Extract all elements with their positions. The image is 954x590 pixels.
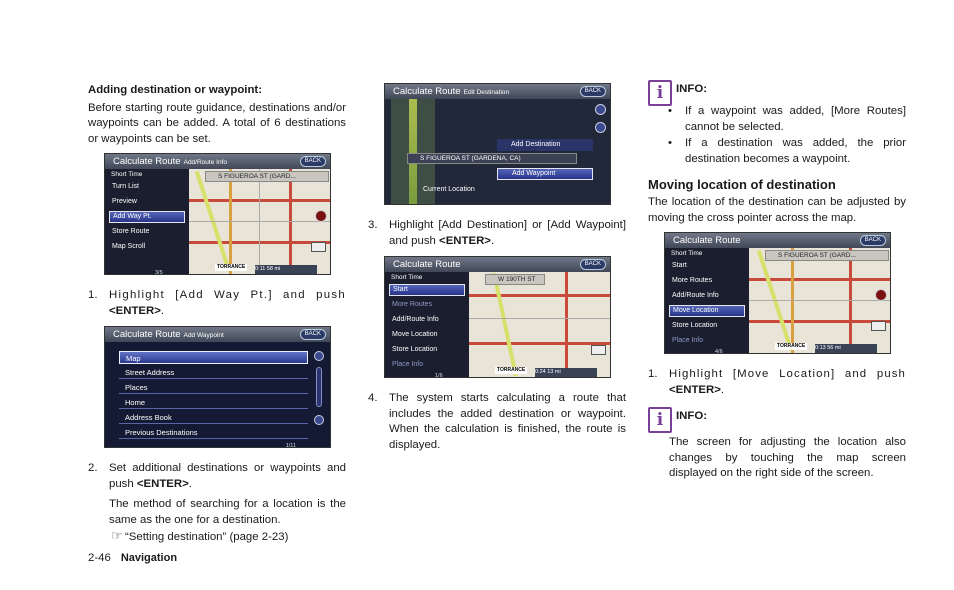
street-name-bar: S FIGUEROA ST (GARDENA, CA) — [407, 153, 577, 164]
info-box-1 — [648, 80, 906, 106]
section-heading: Moving location of destination — [648, 177, 836, 192]
route-type-label: Short Time — [111, 171, 143, 178]
menu-item[interactable]: Store Route — [112, 228, 150, 235]
route-type-label: Short Time — [671, 250, 703, 257]
menu-item[interactable]: Start — [389, 284, 465, 296]
menu-item[interactable]: Place Info — [392, 361, 424, 368]
page-count: 1/6 — [435, 373, 443, 378]
column-3 — [648, 80, 906, 482]
back-button[interactable]: BACK — [300, 329, 326, 340]
menu-item[interactable]: More Routes — [672, 277, 713, 284]
pointing-hand-icon: ☞ — [111, 528, 123, 543]
menu-item[interactable]: Add Way Pt. — [109, 211, 185, 223]
screen-title-bar: Calculate Route — [385, 257, 610, 272]
info-i-icon: i — [648, 80, 672, 106]
list-item[interactable]: Address Book — [119, 411, 308, 424]
distance-bar: 0:11 58 mi — [255, 265, 317, 274]
menu-item[interactable]: Place Info — [672, 337, 704, 344]
section-heading: Adding destination or waypoint: — [88, 84, 263, 96]
back-button[interactable]: BACK — [300, 156, 326, 167]
page-number: 2-46 — [88, 552, 111, 564]
info-bullet: • If a waypoint was added, [More Routes] cannot be selected. — [668, 104, 906, 135]
scroll-up-icon[interactable] — [314, 351, 324, 361]
info-label: INFO: — [676, 83, 708, 95]
step-2-note: The method of searching for a location is the same as the one for a destination. — [109, 498, 346, 526]
menu-item[interactable]: Preview — [112, 198, 137, 205]
list-item[interactable]: Street Address — [119, 366, 308, 379]
column-2 — [368, 82, 626, 453]
distance-bar: 0:24 13 mi — [535, 368, 597, 377]
menu-item[interactable]: Move Location — [392, 331, 438, 338]
screen-title-bar: Calculate Route — [665, 233, 890, 248]
back-button[interactable]: BACK — [860, 235, 886, 246]
scroll-down-icon[interactable] — [314, 415, 324, 425]
page-reference[interactable]: ☞ “Setting destination” (page 2-23) — [88, 528, 346, 546]
step-3: 3. Highlight [Add Destination] or [Add Waypoint] and push <ENTER>. — [368, 219, 626, 247]
street-name-bar: W 190TH ST — [485, 274, 545, 285]
page-count: 3/5 — [155, 270, 163, 275]
list-item[interactable]: Home — [119, 396, 308, 409]
intro-paragraph: Before starting route guidance, destinations and/or waypoints can be added. A total of 6 destinations or waypoints can be set. — [88, 101, 346, 145]
town-label: TORRANCE — [217, 264, 246, 270]
add-destination-option[interactable]: Add Destination — [497, 139, 593, 151]
zoom-scale-icon[interactable] — [591, 345, 606, 355]
info-bullet-list — [648, 104, 906, 167]
back-button[interactable]: BACK — [580, 259, 606, 270]
step-2: 2. Set additional destinations or waypoints and push <ENTER>. — [88, 462, 346, 490]
intro-paragraph: The location of the destination can be adjusted by moving the cross pointer across the map. — [648, 196, 906, 224]
menu-item[interactable]: Start — [672, 262, 687, 269]
menu-item[interactable]: Move Location — [669, 305, 745, 317]
current-location-label: Current Location — [423, 186, 475, 193]
screenshot-move-location — [664, 232, 891, 354]
scroll-bar[interactable] — [316, 367, 322, 407]
town-label: TORRANCE — [777, 343, 806, 349]
step-1: 1. Highlight [Add Way Pt.] and push <ENTER>. — [88, 289, 346, 317]
street-name-bar: S FIGUEROA ST (GARD... — [205, 171, 329, 182]
menu-item[interactable]: Store Location — [672, 322, 718, 329]
step-1: 1. Highlight [Move Location] and push <ENTER>. — [648, 368, 906, 396]
compass-icon[interactable] — [315, 210, 327, 222]
zoom-out-icon[interactable] — [595, 122, 606, 133]
map-area[interactable] — [749, 248, 891, 353]
menu-item[interactable]: Turn List — [112, 183, 139, 190]
column-1 — [88, 82, 346, 546]
screen-title-bar: Calculate Route Edit Destination — [385, 84, 610, 99]
route-type-label: Short Time — [391, 274, 423, 281]
list-item[interactable]: Map — [119, 351, 308, 364]
add-waypoint-option[interactable]: Add Waypoint — [497, 168, 593, 180]
info-i-icon: i — [648, 407, 672, 433]
screen-title-bar: Calculate Route Add Waypoint — [105, 327, 330, 342]
menu-item[interactable]: Store Location — [392, 346, 438, 353]
menu-item[interactable]: Add/Route Info — [672, 292, 719, 299]
map-area[interactable] — [189, 169, 331, 274]
zoom-scale-icon[interactable] — [311, 242, 326, 252]
section-name: Navigation — [120, 552, 178, 564]
screenshot-add-route-info — [104, 153, 331, 275]
back-button[interactable]: BACK — [580, 86, 606, 97]
info-label: INFO: — [676, 410, 708, 422]
menu-item[interactable]: More Routes — [392, 301, 433, 308]
screenshot-calculate-route-start — [384, 256, 611, 378]
screenshot-edit-destination — [384, 83, 611, 205]
page-count: 1/11 — [285, 443, 296, 448]
zoom-scale-icon[interactable] — [871, 321, 886, 331]
info-bullet: • If a destination was added, the prior destination becomes a waypoint. — [668, 136, 906, 167]
page-count: 4/6 — [715, 349, 723, 354]
step-4: 4. The system starts calculating a route that includes the added destination or waypoint. When the calculation is finished, the route is displayed. — [368, 392, 626, 451]
menu-item[interactable]: Map Scroll — [112, 243, 146, 250]
list-item[interactable]: Places — [119, 381, 308, 394]
zoom-in-icon[interactable] — [595, 104, 606, 115]
street-name-bar: S FIGUEROA ST (GARD... — [765, 250, 889, 261]
map-area[interactable] — [469, 272, 611, 377]
screenshot-add-waypoint — [104, 326, 331, 448]
distance-bar: 0:13 56 mi — [815, 344, 877, 353]
info-box-2 — [648, 407, 906, 433]
page-footer — [88, 551, 177, 567]
screen-title-bar: Calculate Route Add/Route Info — [105, 154, 330, 169]
list-item[interactable]: Previous Destinations — [119, 426, 308, 439]
compass-icon[interactable] — [875, 289, 887, 301]
menu-item[interactable]: Add/Route Info — [392, 316, 439, 323]
info-2-text: The screen for adjusting the location also changes by touching the map screen displayed on the right side of the screen. — [669, 436, 906, 479]
town-label: TORRANCE — [497, 367, 526, 373]
